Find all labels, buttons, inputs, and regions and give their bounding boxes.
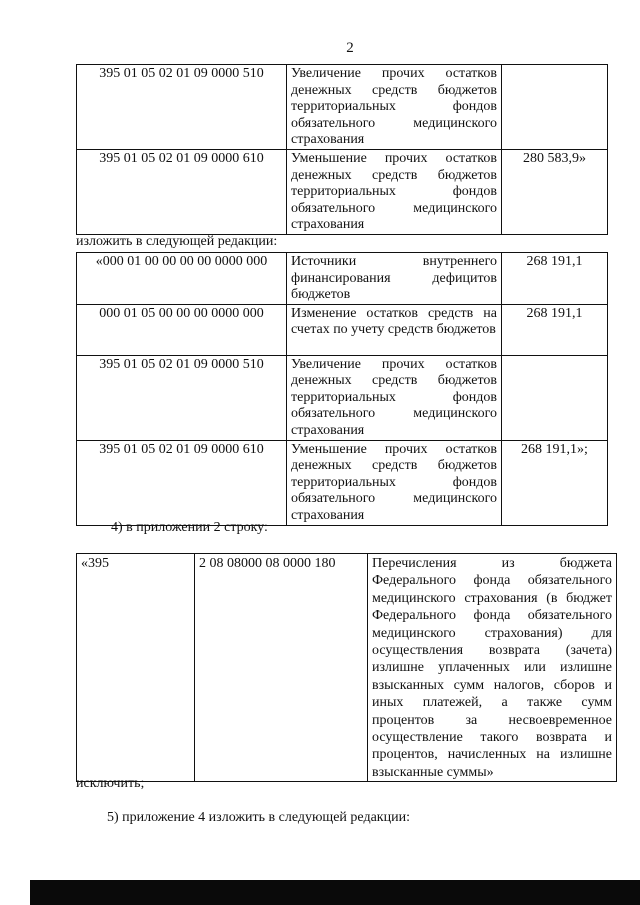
budget-code-cell: 395 01 05 02 01 09 0000 610 [77,150,287,235]
table-row [77,554,617,782]
description-cell: Уменьшение прочих остатков денежных средств бюджетов территориальных фондов обязательного медицинского страхования [287,440,502,525]
description-cell: Уменьшение прочих остатков денежных средств бюджетов территориальных фондов обязательного медицинского страхования [287,150,502,235]
description-cell: Изменение остатков средств на счетах по учету средств бюджетов [287,304,502,355]
description-cell: Увеличение прочих остатков денежных средств бюджетов территориальных фондов обязательного медицинского страхования [287,355,502,440]
table-row [77,150,608,235]
description-cell: Увеличение прочих остатков денежных средств бюджетов территориальных фондов обязательного медицинского страхования [287,65,502,150]
budget-code-cell: 000 01 05 00 00 00 0000 000 [77,304,287,355]
exclude-text: исключить; [76,776,145,791]
sources-table-new [76,252,608,526]
table-row [77,253,608,305]
amount-cell: 268 191,1»; [502,440,608,525]
table-row [77,440,608,525]
table-row [77,355,608,440]
budget-code-cell: 395 01 05 02 01 09 0000 510 [77,65,287,150]
appendix-2-table [76,553,617,782]
description-cell: Источники внутреннего финансирования дефицитов бюджетов [287,253,502,305]
item-4-text: 4) в приложении 2 строку: [111,520,268,535]
table-row [77,65,608,150]
budget-code-cell: 395 01 05 02 01 09 0000 610 [77,440,287,525]
amount-cell: 268 191,1 [502,253,608,305]
amount-cell [502,355,608,440]
amount-cell [502,65,608,150]
sources-table-old [76,64,608,235]
item-5-text: 5) приложение 4 изложить в следующей редакции: [107,810,410,825]
description-cell: Перечисления из бюджета Федерального фонда обязательного медицинского страхования (в бюджет Федерального фонда обязательного медицинского страхования) для осуществления возврата (зачета) излишне уплаченных или излишне взысканных сумм налогов, сборов и иных платежей, а также сумм процентов за несвоевременное осуществление такого возврата и процентов, начисленных на излишне взысканные суммы» [368,554,617,782]
budget-code-cell: 395 01 05 02 01 09 0000 510 [77,355,287,440]
page-number: 2 [346,40,354,56]
table-row [77,304,608,355]
budget-code-cell: «000 01 00 00 00 00 0000 000 [77,253,287,305]
amount-cell: 280 583,9» [502,150,608,235]
edit-instruction-text: изложить в следующей редакции: [76,234,278,249]
scan-border-bottom [30,880,640,905]
amount-cell: 268 191,1 [502,304,608,355]
admin-code-cell: «395 [77,554,195,782]
income-code-cell: 2 08 08000 08 0000 180 [195,554,368,782]
